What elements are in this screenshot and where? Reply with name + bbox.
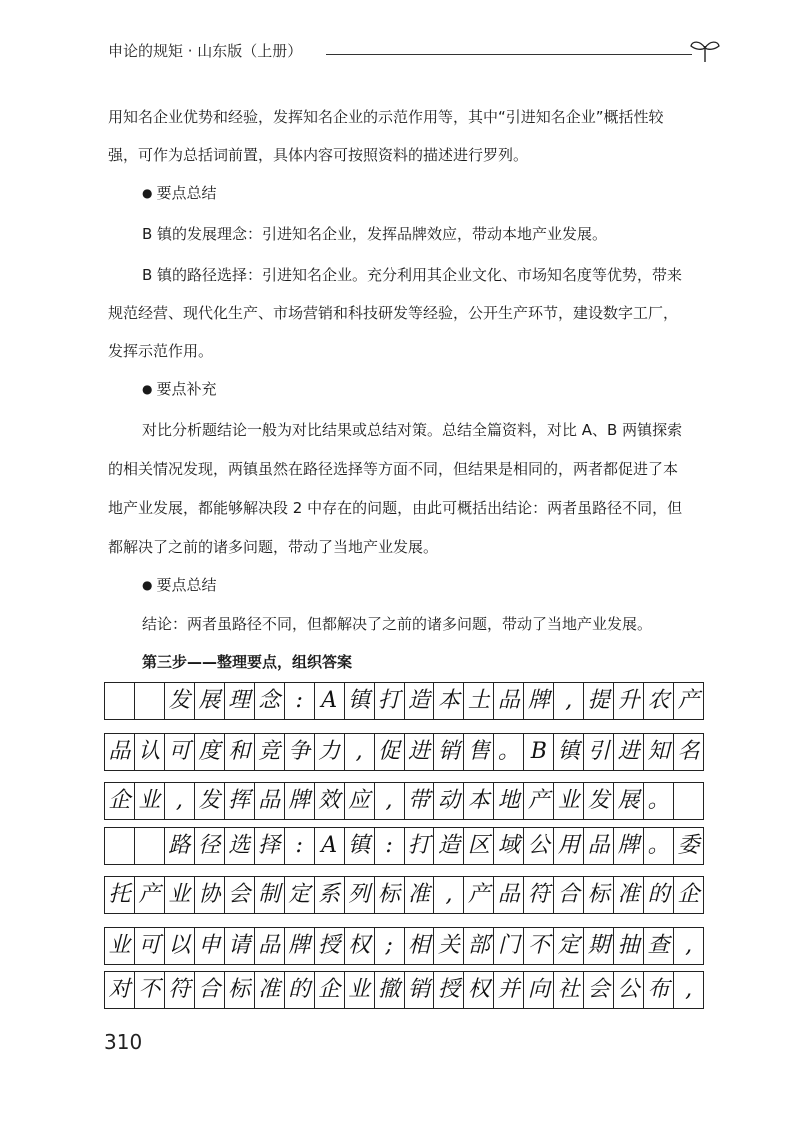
grid-cell: 产 bbox=[677, 688, 700, 713]
grid-cell: 产 bbox=[135, 877, 165, 913]
grid-cell: 发 bbox=[195, 783, 225, 819]
grid-cell: 准 bbox=[614, 877, 644, 913]
grid-cell: 镇 bbox=[345, 683, 375, 719]
grid-cell: 请 bbox=[225, 928, 255, 964]
grid-cell: 发 bbox=[584, 783, 614, 819]
bullet-heading-supplement: ● 要点补充 bbox=[142, 372, 217, 406]
grid-cell: 查 bbox=[644, 928, 674, 964]
grid-cell: 标 bbox=[375, 877, 405, 913]
grid-cell: : bbox=[375, 828, 405, 864]
grid-cell: 申 bbox=[195, 928, 225, 964]
grid-cell: 打 bbox=[405, 828, 435, 864]
page-number: 310 bbox=[104, 1030, 143, 1054]
grid-cell: 度 bbox=[195, 734, 225, 770]
grid-cell: 选 bbox=[225, 828, 255, 864]
grid-cell: 动 bbox=[434, 783, 464, 819]
grid-cell: 造 bbox=[405, 683, 435, 719]
grid-cell: 对 bbox=[105, 972, 135, 1008]
grid-cell: 品 bbox=[255, 783, 285, 819]
grid-cell: , bbox=[165, 783, 195, 819]
grid-cell: 用 bbox=[554, 828, 584, 864]
grid-cell: 合 bbox=[195, 972, 225, 1008]
grid-cell: ; bbox=[375, 928, 405, 964]
grid-cell: 效 bbox=[315, 783, 345, 819]
grid-cell: 牌 bbox=[285, 928, 315, 964]
grid-cell: 可 bbox=[165, 734, 195, 770]
grid-cell: 定 bbox=[285, 877, 315, 913]
bullet-heading-summary: ● 要点总结 bbox=[142, 176, 217, 210]
grid-cell: 布 bbox=[644, 972, 674, 1008]
grid-cell: 符 bbox=[165, 972, 195, 1008]
grid-cell: 托 bbox=[105, 877, 135, 913]
grid-cell: 合 bbox=[554, 877, 584, 913]
paragraph-line: 都解决了之前的诸多问题，带动了当地产业发展。 bbox=[108, 538, 439, 556]
running-header bbox=[108, 38, 720, 66]
grid-cell: 升 bbox=[614, 683, 644, 719]
grid-cell: 企 bbox=[315, 972, 345, 1008]
grid-cell: 产 bbox=[524, 783, 554, 819]
grid-cell: 念 bbox=[255, 683, 285, 719]
grid-cell: 引 bbox=[584, 734, 614, 770]
grid-row bbox=[104, 827, 704, 865]
grid-cell: , bbox=[554, 683, 584, 719]
grid-cell: 销 bbox=[405, 972, 435, 1008]
grid-cell: 应 bbox=[345, 783, 375, 819]
grid-cell: 力 bbox=[315, 734, 345, 770]
grid-cell: 符 bbox=[524, 877, 554, 913]
grid-cell: 标 bbox=[225, 972, 255, 1008]
grid-cell: 列 bbox=[345, 877, 375, 913]
grid-cell: 产 bbox=[464, 877, 494, 913]
grid-row bbox=[104, 876, 704, 914]
grid-cell: A bbox=[315, 828, 345, 864]
grid-cell: 社 bbox=[554, 972, 584, 1008]
grid-cell: 不 bbox=[135, 972, 165, 1008]
grid-cell bbox=[105, 828, 135, 864]
step-heading: 第三步——整理要点，组织答案 bbox=[142, 653, 353, 671]
grid-cell: , bbox=[375, 783, 405, 819]
grid-cell: , bbox=[434, 877, 464, 913]
grid-row bbox=[104, 733, 704, 771]
grid-cell: 业 bbox=[554, 783, 584, 819]
grid-cell: 公 bbox=[524, 828, 554, 864]
grid-cell: 带 bbox=[405, 783, 435, 819]
grid-cell: 知 bbox=[644, 734, 674, 770]
grid-cell: 展 bbox=[195, 683, 225, 719]
grid-cell: 权 bbox=[464, 972, 494, 1008]
grid-cell: 认 bbox=[135, 734, 165, 770]
grid-cell: 授 bbox=[434, 972, 464, 1008]
paragraph-line: B 镇的路径选择：引进知名企业。充分利用其企业文化、市场知名度等优势，带来 bbox=[142, 266, 683, 284]
grid-cell: 准 bbox=[255, 972, 285, 1008]
grid-cell: 地 bbox=[494, 783, 524, 819]
grid-cell: 。 bbox=[644, 783, 674, 819]
grid-cell: B bbox=[524, 734, 554, 770]
paragraph-line: B 镇的发展理念：引进知名企业，发挥品牌效应，带动本地产业发展。 bbox=[142, 225, 608, 243]
grid-row bbox=[104, 682, 704, 720]
grid-cell: 名 bbox=[677, 739, 700, 764]
grid-cell: 企 bbox=[105, 783, 135, 819]
grid-cell: 进 bbox=[614, 734, 644, 770]
grid-cell: 品 bbox=[494, 877, 524, 913]
grid-cell: 可 bbox=[135, 928, 165, 964]
grid-cell: 争 bbox=[285, 734, 315, 770]
book-title: 申论的规矩 · 山东版（上册） bbox=[108, 42, 303, 60]
grid-cell: 向 bbox=[524, 972, 554, 1008]
grid-row bbox=[104, 782, 704, 820]
grid-cell: 区 bbox=[464, 828, 494, 864]
grid-cell: 期 bbox=[584, 928, 614, 964]
grid-cell: 牌 bbox=[614, 828, 644, 864]
grid-cell: 土 bbox=[464, 683, 494, 719]
grid-cell: 和 bbox=[225, 734, 255, 770]
grid-cell: 打 bbox=[375, 683, 405, 719]
grid-cell: 定 bbox=[554, 928, 584, 964]
grid-cell: 的 bbox=[644, 877, 674, 913]
grid-row bbox=[104, 927, 704, 965]
grid-cell: 镇 bbox=[345, 828, 375, 864]
grid-cell: 不 bbox=[524, 928, 554, 964]
grid-cell: 委 bbox=[677, 833, 700, 858]
grid-cell: A bbox=[315, 683, 345, 719]
grid-cell: 挥 bbox=[225, 783, 255, 819]
grid-cell: 发 bbox=[165, 683, 195, 719]
grid-cell bbox=[135, 683, 165, 719]
grid-cell: 牌 bbox=[524, 683, 554, 719]
grid-cell: 农 bbox=[644, 683, 674, 719]
grid-cell: : bbox=[285, 683, 315, 719]
paragraph-line: 用知名企业优势和经验，发挥知名企业的示范作用等，其中“引进知名企业”概括性较 bbox=[108, 108, 664, 126]
grid-cell: 品 bbox=[105, 734, 135, 770]
grid-cell: 业 bbox=[165, 877, 195, 913]
paragraph-line: 地产业发展，都能够解决段 2 中存在的问题，由此可概括出结论：两者虽路径不同，但 bbox=[108, 499, 683, 517]
grid-row bbox=[104, 971, 704, 1009]
grid-cell: 以 bbox=[165, 928, 195, 964]
grid-cell: 造 bbox=[434, 828, 464, 864]
grid-cell: 域 bbox=[494, 828, 524, 864]
grid-cell: 业 bbox=[105, 928, 135, 964]
grid-cell: , bbox=[345, 734, 375, 770]
grid-cell bbox=[105, 683, 135, 719]
bullet-heading-summary: ● 要点总结 bbox=[142, 568, 217, 602]
grid-cell bbox=[674, 783, 703, 819]
grid-cell: 授 bbox=[315, 928, 345, 964]
grid-cell: 部 bbox=[464, 928, 494, 964]
paragraph-line: 的相关情况发现，两镇虽然在路径选择等方面不同，但结果是相同的，两者都促进了本 bbox=[108, 460, 679, 478]
grid-cell: 关 bbox=[434, 928, 464, 964]
grid-cell: 本 bbox=[464, 783, 494, 819]
grid-cell: 门 bbox=[494, 928, 524, 964]
paragraph-line: 结论：两者虽路径不同，但都解决了之前的诸多问题，带动了当地产业发展。 bbox=[142, 615, 653, 633]
grid-cell: 本 bbox=[434, 683, 464, 719]
paragraph-line: 对比分析题结论一般为对比结果或总结对策。总结全篇资料，对比 A、B 两镇探索 bbox=[142, 421, 683, 439]
grid-cell: , bbox=[685, 977, 693, 1002]
grid-cell: 择 bbox=[255, 828, 285, 864]
grid-cell: 进 bbox=[405, 734, 435, 770]
grid-cell: 。 bbox=[494, 734, 524, 770]
grid-cell: 公 bbox=[614, 972, 644, 1008]
grid-cell: 并 bbox=[494, 972, 524, 1008]
grid-cell: 业 bbox=[345, 972, 375, 1008]
grid-cell: 竞 bbox=[255, 734, 285, 770]
grid-cell: 业 bbox=[135, 783, 165, 819]
grid-cell: 抽 bbox=[614, 928, 644, 964]
grid-cell: 企 bbox=[677, 882, 700, 907]
grid-cell: 系 bbox=[315, 877, 345, 913]
grid-cell: 制 bbox=[255, 877, 285, 913]
grid-cell: 撤 bbox=[375, 972, 405, 1008]
grid-cell: 权 bbox=[345, 928, 375, 964]
grid-cell: 展 bbox=[614, 783, 644, 819]
grid-cell: 品 bbox=[255, 928, 285, 964]
grid-cell: 标 bbox=[584, 877, 614, 913]
grid-cell: 协 bbox=[195, 877, 225, 913]
paragraph-line: 强，可作为总括词前置，具体内容可按照资料的描述进行罗列。 bbox=[108, 146, 529, 164]
sprout-icon bbox=[688, 38, 722, 64]
paragraph-line: 规范经营、现代化生产、市场营销和科技研发等经验，公开生产环节，建设数字工厂， bbox=[108, 304, 679, 322]
grid-cell: 售 bbox=[464, 734, 494, 770]
grid-cell: 路 bbox=[165, 828, 195, 864]
grid-cell: 品 bbox=[494, 683, 524, 719]
grid-cell: 相 bbox=[405, 928, 435, 964]
grid-cell: 提 bbox=[584, 683, 614, 719]
grid-cell: 理 bbox=[225, 683, 255, 719]
grid-cell: 销 bbox=[434, 734, 464, 770]
grid-cell: 准 bbox=[405, 877, 435, 913]
grid-cell: 促 bbox=[375, 734, 405, 770]
grid-cell: : bbox=[285, 828, 315, 864]
grid-cell: 会 bbox=[584, 972, 614, 1008]
grid-cell: 的 bbox=[285, 972, 315, 1008]
grid-cell: 牌 bbox=[285, 783, 315, 819]
grid-cell: , bbox=[685, 933, 693, 958]
grid-cell: 镇 bbox=[554, 734, 584, 770]
header-rule bbox=[326, 54, 692, 55]
grid-cell: 。 bbox=[644, 828, 674, 864]
grid-cell: 会 bbox=[225, 877, 255, 913]
grid-cell: 径 bbox=[195, 828, 225, 864]
grid-cell: 品 bbox=[584, 828, 614, 864]
paragraph-line: 发挥示范作用。 bbox=[108, 342, 214, 360]
grid-cell bbox=[135, 828, 165, 864]
